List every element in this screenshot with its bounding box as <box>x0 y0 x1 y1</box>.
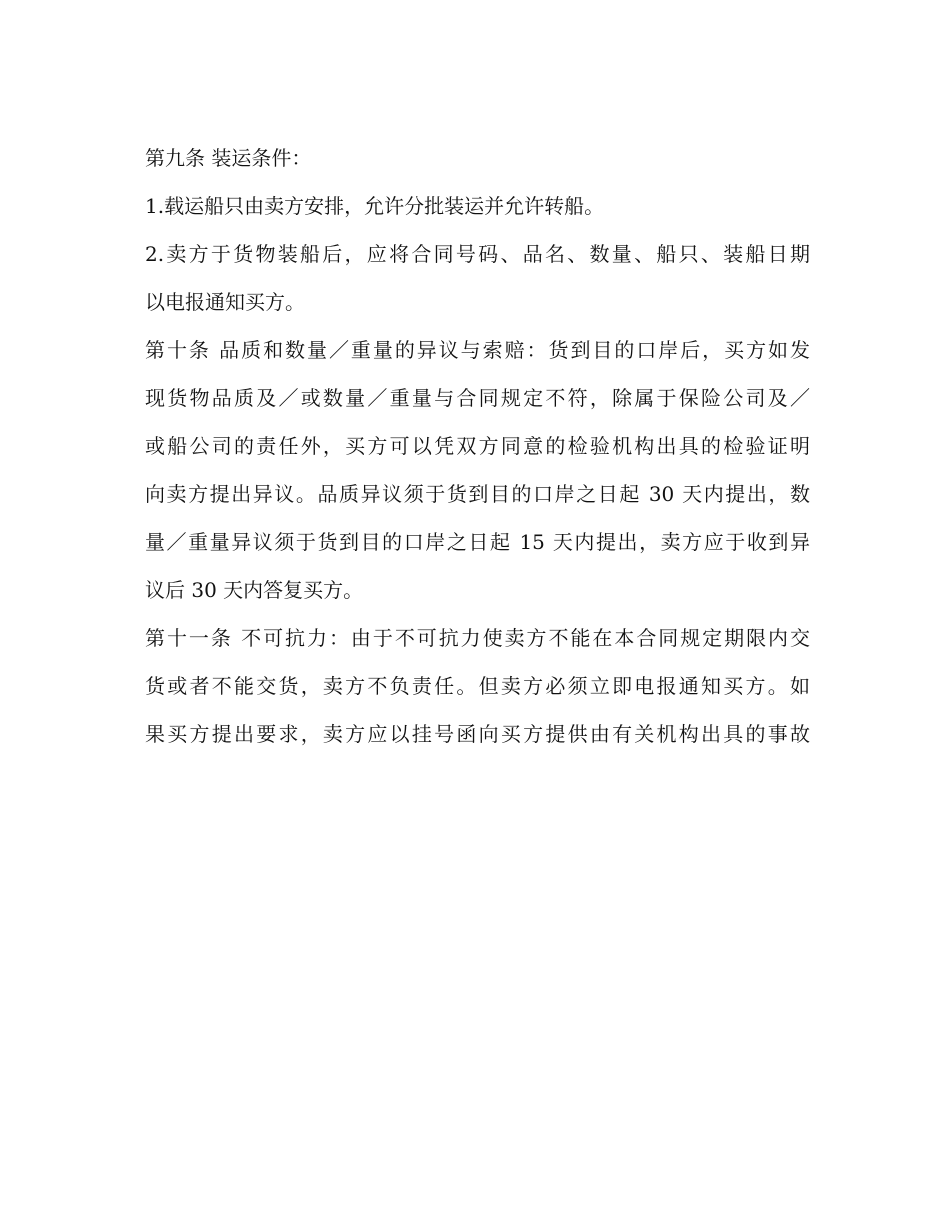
article-11-line-1: 第十一条 不可抗力：由于不可抗力使卖方不能在本合同规定期限内交 <box>145 626 810 650</box>
article-9-item-2-line-1: 2.卖方于货物装船后，应将合同号码、品名、数量、船只、装船日期 <box>145 242 810 266</box>
article-10-line-3: 或船公司的责任外，买方可以凭双方同意的检验机构出具的检验证明 <box>145 434 810 458</box>
article-10-line-4: 向卖方提出异议。品质异议须于货到目的口岸之日起 30 天内提出，数 <box>145 482 810 506</box>
article-9-item-1: 1.载运船只由卖方安排，允许分批装运并允许转船。 <box>145 194 605 218</box>
article-10-line-5: 量／重量异议须于货到目的口岸之日起 15 天内提出，卖方应于收到异 <box>145 530 810 554</box>
article-9-heading: 第九条 装运条件： <box>145 146 312 170</box>
article-11-line-3: 果买方提出要求，卖方应以挂号函向买方提供由有关机构出具的事故 <box>145 722 810 746</box>
article-10-line-2: 现货物品质及／或数量／重量与合同规定不符，除属于保险公司及／ <box>145 386 810 410</box>
article-9-item-2-line-2: 以电报通知买方。 <box>145 290 305 314</box>
document-body <box>145 134 810 758</box>
article-10-line-6: 议后 30 天内答复买方。 <box>145 578 364 602</box>
article-11-line-2: 货或者不能交货，卖方不负责任。但卖方必须立即电报通知买方。如 <box>145 674 810 698</box>
article-10-line-1: 第十条 品质和数量／重量的异议与索赔：货到目的口岸后，买方如发 <box>145 338 810 362</box>
